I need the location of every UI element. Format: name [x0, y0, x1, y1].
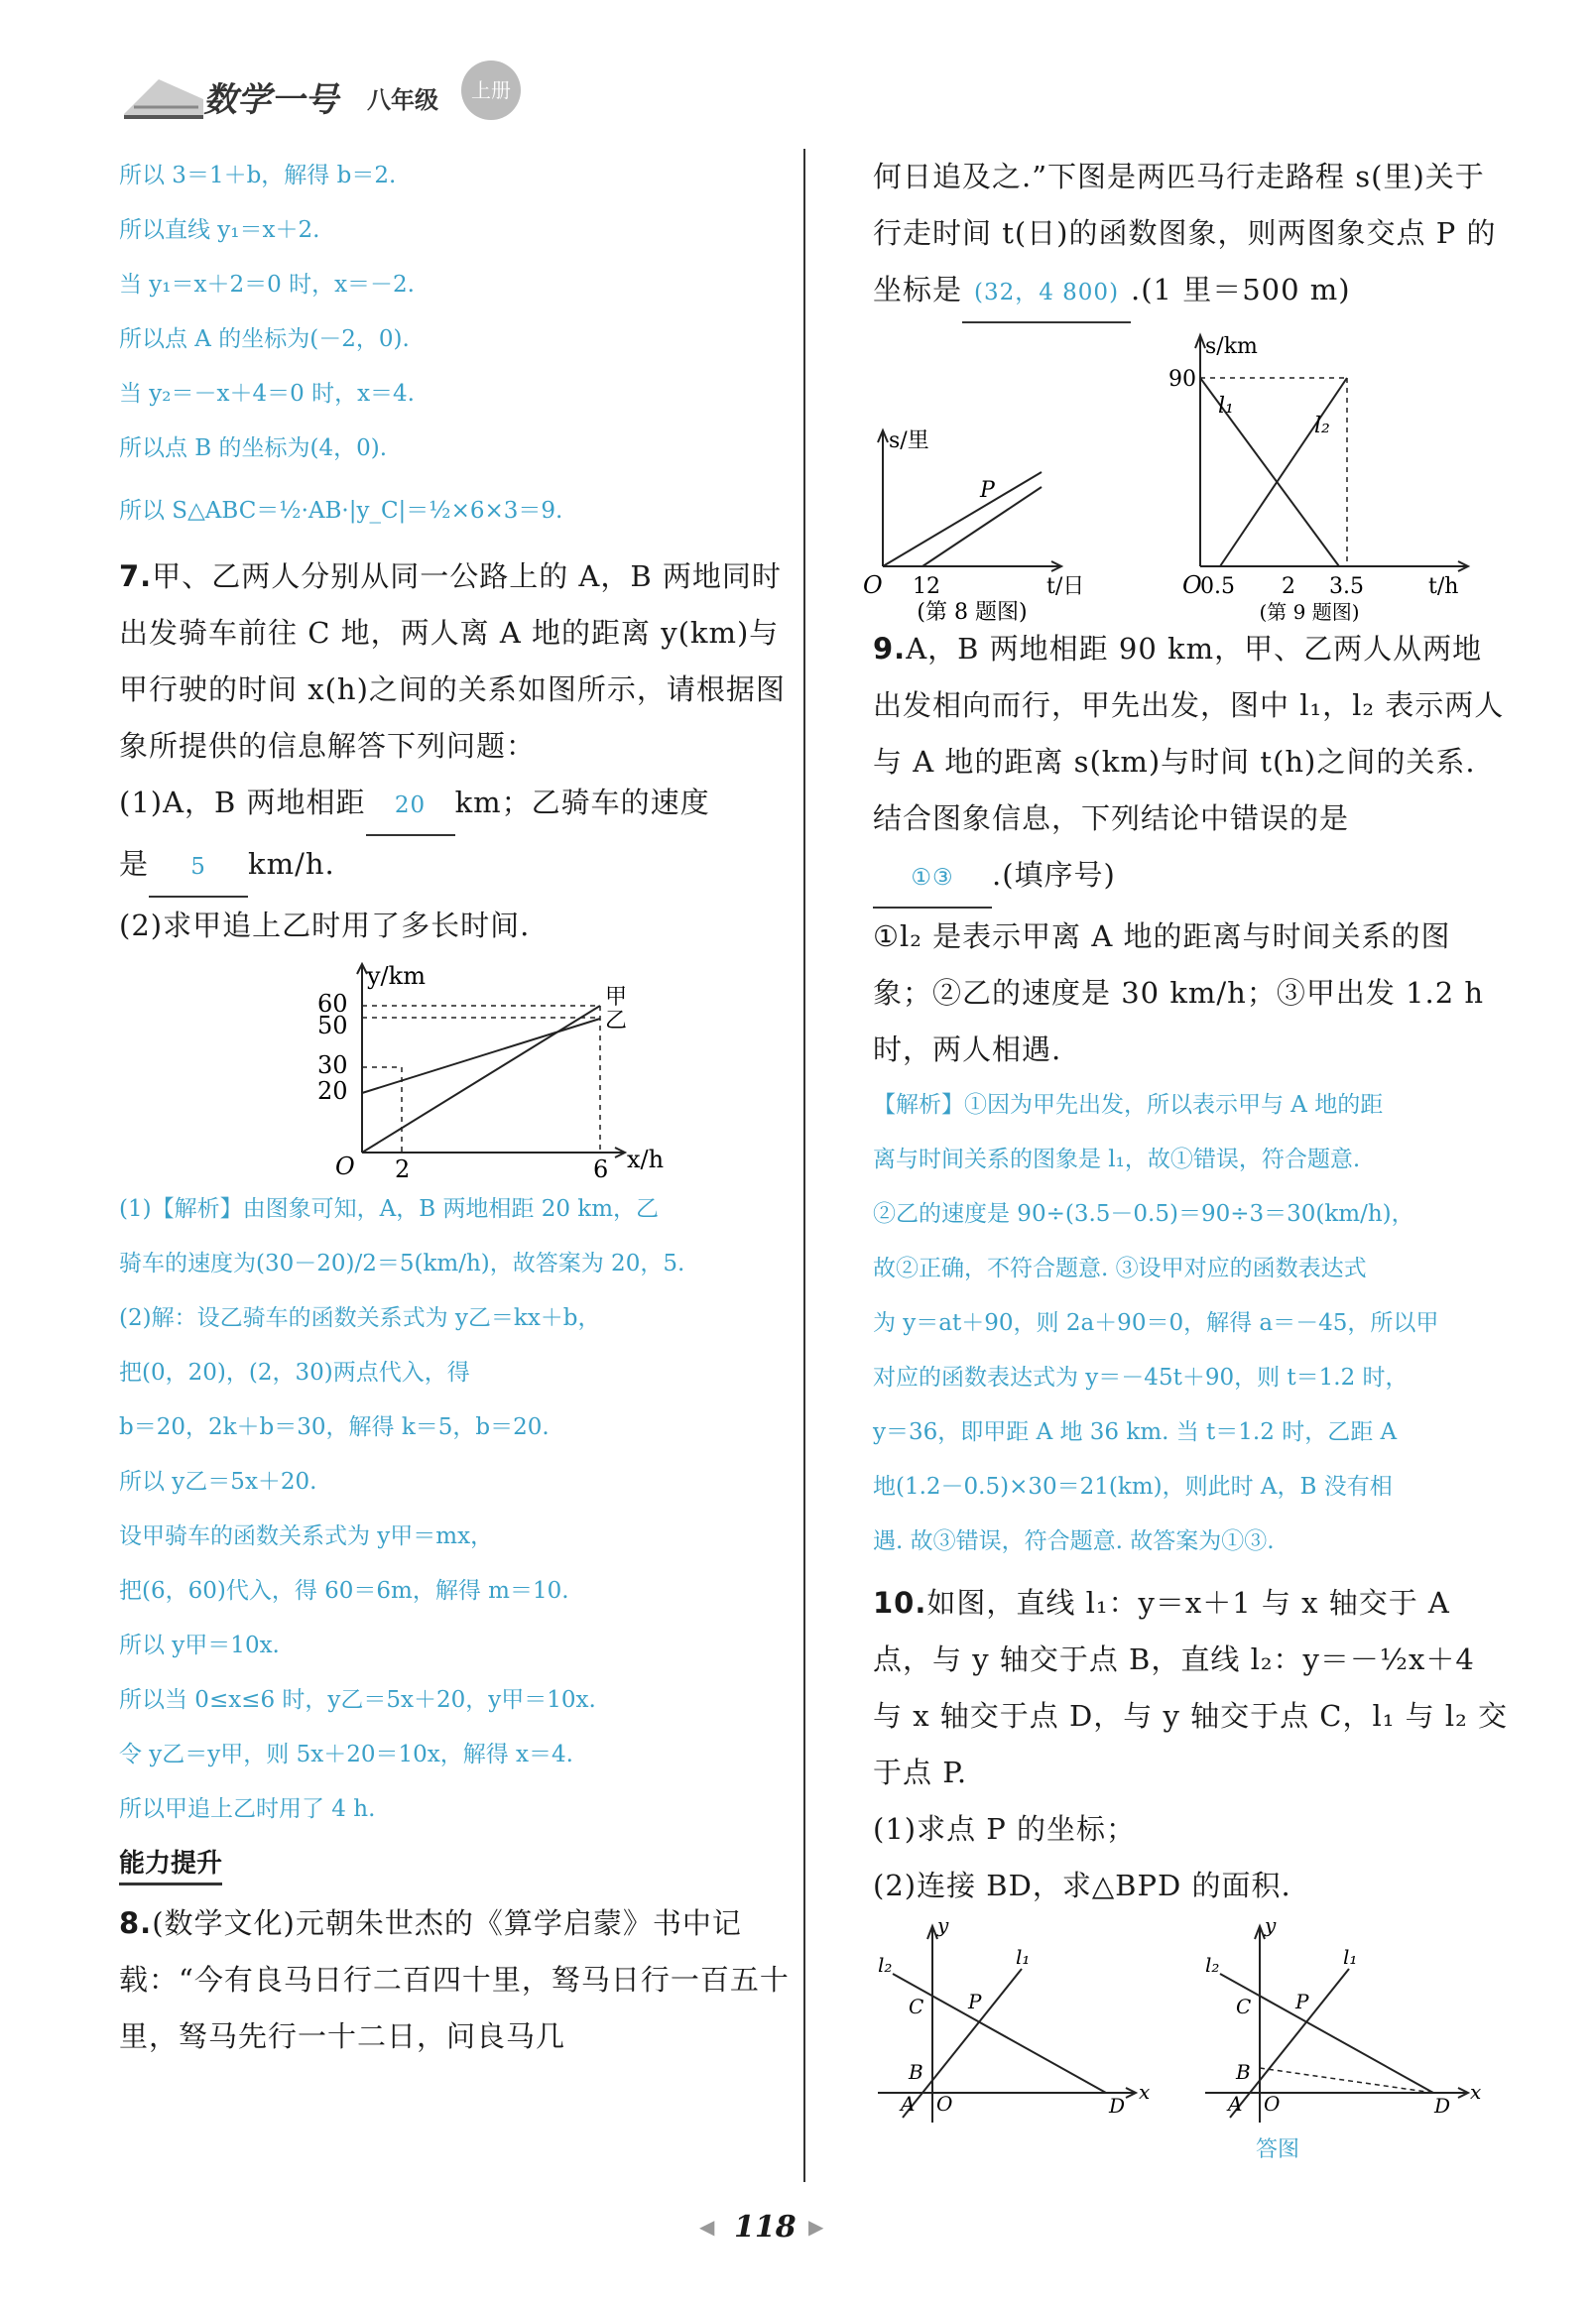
solution-line: 离与时间关系的图象是 l₁，故①错误，符合题意. [873, 1147, 1361, 1172]
question-number: 8. [119, 1906, 153, 1940]
question-text: (数学文化)元朝朱世杰的《算学启蒙》书中记载：“今有良马日行二百四十里，驽马日行一百五十里，驽马先行一十二日，问良马几 [119, 1906, 790, 2053]
solution-line: 令 y乙＝y甲，则 5x＋20＝10x，解得 x＝4. [119, 1742, 573, 1767]
x-axis-label: t/日 [1046, 574, 1085, 599]
x-axis-label: x [1470, 2080, 1482, 2104]
question-text: A，B 两地相距 90 km，甲、乙两人从两地出发相向而行，甲先出发，图中 l₁，l₂ 表示两人与 A 地的距离 s(km)与时间 t(h)之间的关系. 结合图象信息，下列结论中错误的是 [873, 632, 1505, 835]
point-d-label: D [1434, 2094, 1451, 2118]
header-grade: 八年级 [367, 86, 438, 114]
figure-q10-answer [1205, 1913, 1481, 2123]
question-10-part2: (2)连接 BD，求△BPD 的面积. [873, 1869, 1291, 1902]
left-column [119, 149, 794, 2065]
solution-line: 当 y₂＝－x＋4＝0 时，x＝4. [119, 381, 415, 407]
y-axis-label: y/km [367, 962, 426, 990]
question-9-options: ①l₂ 是表示甲离 A 地的距离与时间关系的图象；②乙的速度是 30 km/h；③甲出发 1.2 h 时，两人相遇. [873, 919, 1485, 1066]
solution-line: 故②正确，不符合题意. ③设甲对应的函数表达式 [873, 1256, 1367, 1281]
question-7 [119, 548, 794, 775]
solution-line: 所以 y乙＝5x＋20. [119, 1469, 317, 1495]
x-tick-label: 12 [913, 574, 940, 599]
question-text: .(1 里＝500 m) [1131, 273, 1351, 306]
solution-line: 所以直线 y₁＝x＋2. [119, 217, 320, 243]
origin-label: O [1182, 571, 1202, 599]
question-number: 10. [873, 1586, 927, 1620]
graph-q8 [863, 428, 1084, 625]
part-text: (1)A，B 两地相距 [119, 786, 366, 819]
solution-line: 所以当 0≤x≤6 时，y乙＝5x＋20，y甲＝10x. [119, 1687, 596, 1713]
answer-blank: 5 [149, 839, 248, 898]
solution-line: ②乙的速度是 90÷(3.5－0.5)＝90÷3＝30(km/h)， [873, 1201, 1414, 1227]
point-c-label: C [909, 1995, 924, 2018]
x-tick-label: 3.5 [1329, 574, 1364, 599]
point-a-label: A [1228, 2092, 1243, 2116]
solution-line: 所以甲追上乙时用了 4 h. [119, 1796, 376, 1822]
solution-7 [119, 1182, 794, 1837]
solution-line: 所以 S△ABC＝½·AB·|y_C|＝½×6×3＝9. [119, 498, 563, 524]
solution-line: 当 y₁＝x＋2＝0 时，x＝－2. [119, 272, 415, 298]
line-label-yi: 乙 [605, 1009, 628, 1033]
y-axis-label: s/里 [889, 428, 929, 453]
question-7-part1 [119, 775, 794, 898]
solution-line: (2)解：设乙骑车的函数关系式为 y乙＝kx＋b， [119, 1305, 601, 1331]
graph-q7 [119, 954, 794, 1183]
y-tick-label: 90 [1168, 367, 1196, 392]
origin-label: O [863, 571, 883, 599]
book-logo-icon [119, 60, 208, 129]
point-p-label: P [968, 1990, 982, 2013]
question-text: .(填序号) [992, 858, 1116, 892]
figure-caption: (第 9 题图) [1259, 600, 1360, 624]
x-axis-label: t/h [1428, 574, 1459, 599]
solution-line: y＝36，即甲距 A 地 36 km. 当 t＝1.2 时，乙距 A [873, 1419, 1398, 1445]
solution-line: 所以点 A 的坐标为(－2，0). [119, 326, 410, 352]
solution-line: 【解析】①因为甲先出发，所以表示甲与 A 地的距 [873, 1092, 1384, 1118]
origin-label: O [936, 2092, 953, 2116]
solution-line: 所以点 B 的坐标为(4，0). [119, 435, 388, 461]
solution-line: 地(1.2－0.5)×30＝21(km)，则此时 A，B 没有相 [873, 1474, 1393, 1500]
question-10 [873, 1575, 1508, 1801]
x-tick-label: 6 [593, 1155, 609, 1183]
point-p-label: P [1295, 1990, 1309, 2013]
question-8-continued [873, 149, 1508, 323]
y-tick-label: 30 [317, 1051, 348, 1079]
answer-blank: ①③ [873, 850, 992, 909]
origin-label: O [1264, 2092, 1281, 2116]
part-text: 是 [119, 847, 150, 881]
solution-line: 把(0，20)，(2，30)两点代入，得 [119, 1360, 470, 1386]
x-tick-label: 0.5 [1200, 574, 1235, 599]
solution-9 [873, 1078, 1508, 1569]
solution-line: 为 y＝at＋90，则 2a＋90＝0，解得 a＝－45，所以甲 [873, 1310, 1439, 1336]
y-tick-label: 20 [317, 1077, 348, 1105]
answer-blank: (32，4 800) [962, 265, 1131, 323]
point-a-label: A [901, 2092, 916, 2116]
point-c-label: C [1236, 1995, 1252, 2018]
point-d-label: D [1109, 2094, 1126, 2118]
header-title: 数学一号 [203, 80, 338, 120]
solution-line: 所以 y甲＝10x. [119, 1633, 280, 1658]
point-b-label: B [909, 2060, 923, 2084]
part-text: km/h. [248, 847, 335, 881]
solution-line: 骑车的速度为(30－20)/2＝5(km/h)，故答案为 20，5. [119, 1251, 685, 1276]
solution-line: 把(6，60)代入，得 60＝6m，解得 m＝10. [119, 1578, 569, 1604]
point-p-label: P [980, 478, 995, 503]
column-divider [803, 149, 805, 2182]
solution-line: 遇. 故③错误，符合题意. 故答案为①③. [873, 1528, 1275, 1554]
solution-line: (1)【解析】由图象可知，A，B 两地相距 20 km，乙 [119, 1196, 660, 1222]
next-page-icon: ▶ [808, 2215, 824, 2239]
question-text: 如图，直线 l₁：y＝x＋1 与 x 轴交于 A 点，与 y 轴交于点 B，直线 l₂：y＝－½x＋4 与 x 轴交于点 D，与 y 轴交于点 C，l₁ 与 l₂ 交于点 P. [873, 1586, 1508, 1789]
x-axis-label: x [1139, 2080, 1151, 2104]
y-tick-label: 50 [317, 1012, 348, 1039]
question-9 [873, 621, 1508, 909]
right-column [863, 149, 1508, 2163]
figure-caption: 答图 [1255, 2137, 1299, 2162]
y-axis-label: y [937, 1913, 949, 1937]
solution-line: 所以 3＝1＋b，解得 b＝2. [119, 163, 397, 188]
y-axis-label: s/km [1205, 334, 1258, 359]
line-l1-label: l₁ [1218, 394, 1234, 419]
solution-6 [119, 149, 794, 539]
line-l1-label: l₁ [1016, 1945, 1031, 1969]
question-10-part1: (1)求点 P 的坐标； [873, 1812, 1137, 1846]
question-number: 7. [119, 559, 153, 593]
question-8 [119, 1895, 794, 2065]
solution-line: b＝20，2k＋b＝30，解得 k＝5，b＝20. [119, 1414, 550, 1440]
page-number: 118 [734, 2210, 797, 2245]
figure-q10 [878, 1913, 1150, 2123]
question-text: 何日追及之.”下图是两匹马行走路程 s(里)关于行走时间 t(日)的函数图象，则两图象交点 P 的坐标是 [873, 160, 1497, 306]
point-b-label: B [1236, 2060, 1251, 2084]
prev-page-icon: ◀ [699, 2215, 715, 2239]
graph-q9 [1168, 334, 1468, 624]
question-7-part2: (2)求甲追上乙时用了多长时间. [119, 909, 531, 942]
header-volume: 上册 [461, 61, 521, 120]
origin-label: O [335, 1153, 355, 1180]
question-number: 9. [873, 632, 907, 666]
solution-line: 设甲骑车的函数关系式为 y甲＝mx， [119, 1523, 494, 1549]
x-axis-label: x/h [627, 1146, 665, 1173]
line-label-jia: 甲 [605, 985, 628, 1010]
solution-line: 对应的函数表达式为 y＝－45t＋90，则 t＝1.2 时， [873, 1365, 1409, 1391]
figure-caption: (第 8 题图) [917, 600, 1028, 625]
y-axis-label: y [1265, 1913, 1277, 1937]
line-l2-label: l₂ [878, 1953, 893, 1977]
section-heading: 能力提升 [119, 1843, 222, 1885]
page-header [119, 55, 536, 144]
y-tick-label: 60 [317, 990, 348, 1018]
figures-q10 [873, 1914, 1508, 2132]
line-l1-label: l₁ [1343, 1945, 1358, 1969]
x-tick-label: 2 [395, 1155, 411, 1183]
answer-blank: 20 [366, 778, 455, 836]
line-l2-label: l₂ [1314, 414, 1330, 438]
figures-8-9 [863, 323, 1508, 625]
question-text: 甲、乙两人分别从同一公路上的 A，B 两地同时出发骑车前往 C 地，两人离 A 地的距离 y(km)与甲行驶的时间 x(h)之间的关系如图所示，请根据图象所提供的信息解答下列问题： [119, 559, 786, 763]
x-tick-label: 2 [1282, 574, 1295, 599]
line-l2-label: l₂ [1205, 1953, 1220, 1977]
part-text: km；乙骑车的速度 [454, 786, 710, 819]
